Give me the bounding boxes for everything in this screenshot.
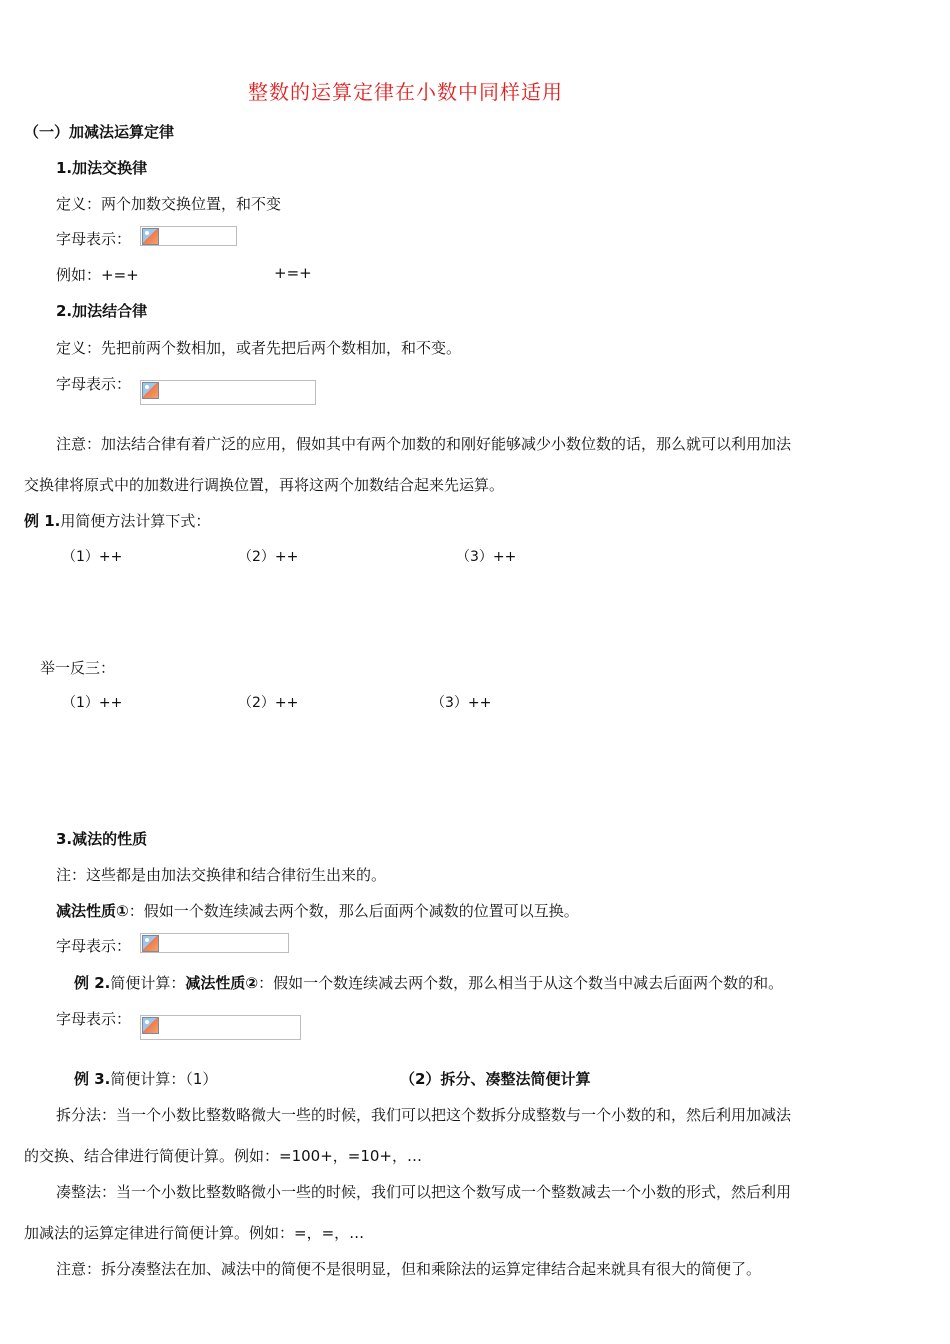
broken-image-icon [142, 382, 159, 399]
example1-item: （1）++ [62, 549, 123, 565]
example2-line [74, 972, 783, 993]
rule1-example-2: +=+ [274, 264, 312, 282]
split-line2: 的交换、结合律进行简便计算。例如：=100+，=10+，… [24, 1147, 422, 1165]
example2-label: 例 2. [74, 974, 111, 992]
rule1-heading: 1.加法交换律 [56, 159, 148, 177]
example3-part2: （2）拆分、凑整法简便计算 [400, 1070, 591, 1088]
broken-image-icon [142, 1017, 159, 1034]
rule2-heading: 2.加法结合律 [56, 302, 148, 320]
formula-image [140, 226, 237, 246]
broken-image-icon [142, 935, 159, 952]
prop2-label: 减法性质② [185, 974, 259, 992]
formula-image [140, 1015, 301, 1040]
rule3-note: 注：这些都是由加法交换律和结合律衍生出来的。 [56, 866, 387, 884]
example1-text: 用简便方法计算下式： [60, 512, 211, 530]
rule2-definition: 定义：先把前两个数相加，或者先把后两个数相加，和不变。 [56, 339, 462, 357]
practice-item: （2）++ [238, 695, 299, 711]
rule2-note-line2: 交换律将原式中的加数进行调换位置，再将这两个加数结合起来先运算。 [24, 476, 505, 494]
example2-text: 简便计算： [110, 974, 186, 992]
practice-item: （1）++ [62, 695, 123, 711]
example1-label: 例 1. [24, 512, 61, 530]
example1-item: （2）++ [238, 549, 299, 565]
round-line2: 加减法的运算定律进行简便计算。例如：=，=，… [24, 1224, 365, 1242]
broken-image-icon [142, 228, 159, 245]
rule1-definition: 定义：两个加数交换位置，和不变 [56, 195, 282, 213]
example3-label: 例 3. [74, 1070, 111, 1088]
example1-item: （3）++ [456, 549, 517, 565]
prop2-text: ：假如一个数连续减去两个数，那么相当于从这个数当中减去后面两个数的和。 [258, 974, 784, 992]
prop1-label: 减法性质① [56, 902, 129, 920]
prop1-line [56, 900, 579, 921]
round-line1: 凑整法：当一个小数比整数略微小一些的时候，我们可以把这个数写成一个整数减去一个小数的形式，然后利用 [56, 1183, 792, 1201]
prop1-text: ：假如一个数连续减去两个数，那么后面两个减数的位置可以互换。 [128, 902, 579, 920]
practice-label: 举一反三： [40, 659, 116, 677]
rule1-letter-label: 字母表示： [56, 230, 132, 248]
example3-line [74, 1068, 217, 1089]
rule3-heading: 3.减法的性质 [56, 830, 148, 848]
split-line1: 拆分法：当一个小数比整数略微大一些的时候，我们可以把这个数拆分成整数与一个小数的和，然后利用加减法 [56, 1106, 792, 1124]
example3-text: 简便计算：（1） [110, 1070, 218, 1088]
rule1-example: 例如：+=+ [56, 266, 139, 284]
example1-line [24, 510, 210, 531]
practice-item: （3）++ [431, 695, 492, 711]
section-heading: （一）加减法运算定律 [24, 123, 175, 141]
formula-image [140, 933, 289, 953]
page-title: 整数的运算定律在小数中同样适用 [248, 80, 563, 104]
prop2-letter-label: 字母表示： [56, 1010, 132, 1028]
rule2-note-line1: 注意：加法结合律有着广泛的应用，假如其中有两个加数的和刚好能够减少小数位数的话，那么就可以利用加法 [56, 435, 792, 453]
prop1-letter-label: 字母表示： [56, 937, 132, 955]
formula-image [140, 380, 316, 405]
final-note: 注意：拆分凑整法在加、减法中的简便不是很明显，但和乘除法的运算定律结合起来就具有很大的简便了。 [56, 1260, 762, 1278]
rule2-letter-label: 字母表示： [56, 375, 132, 393]
